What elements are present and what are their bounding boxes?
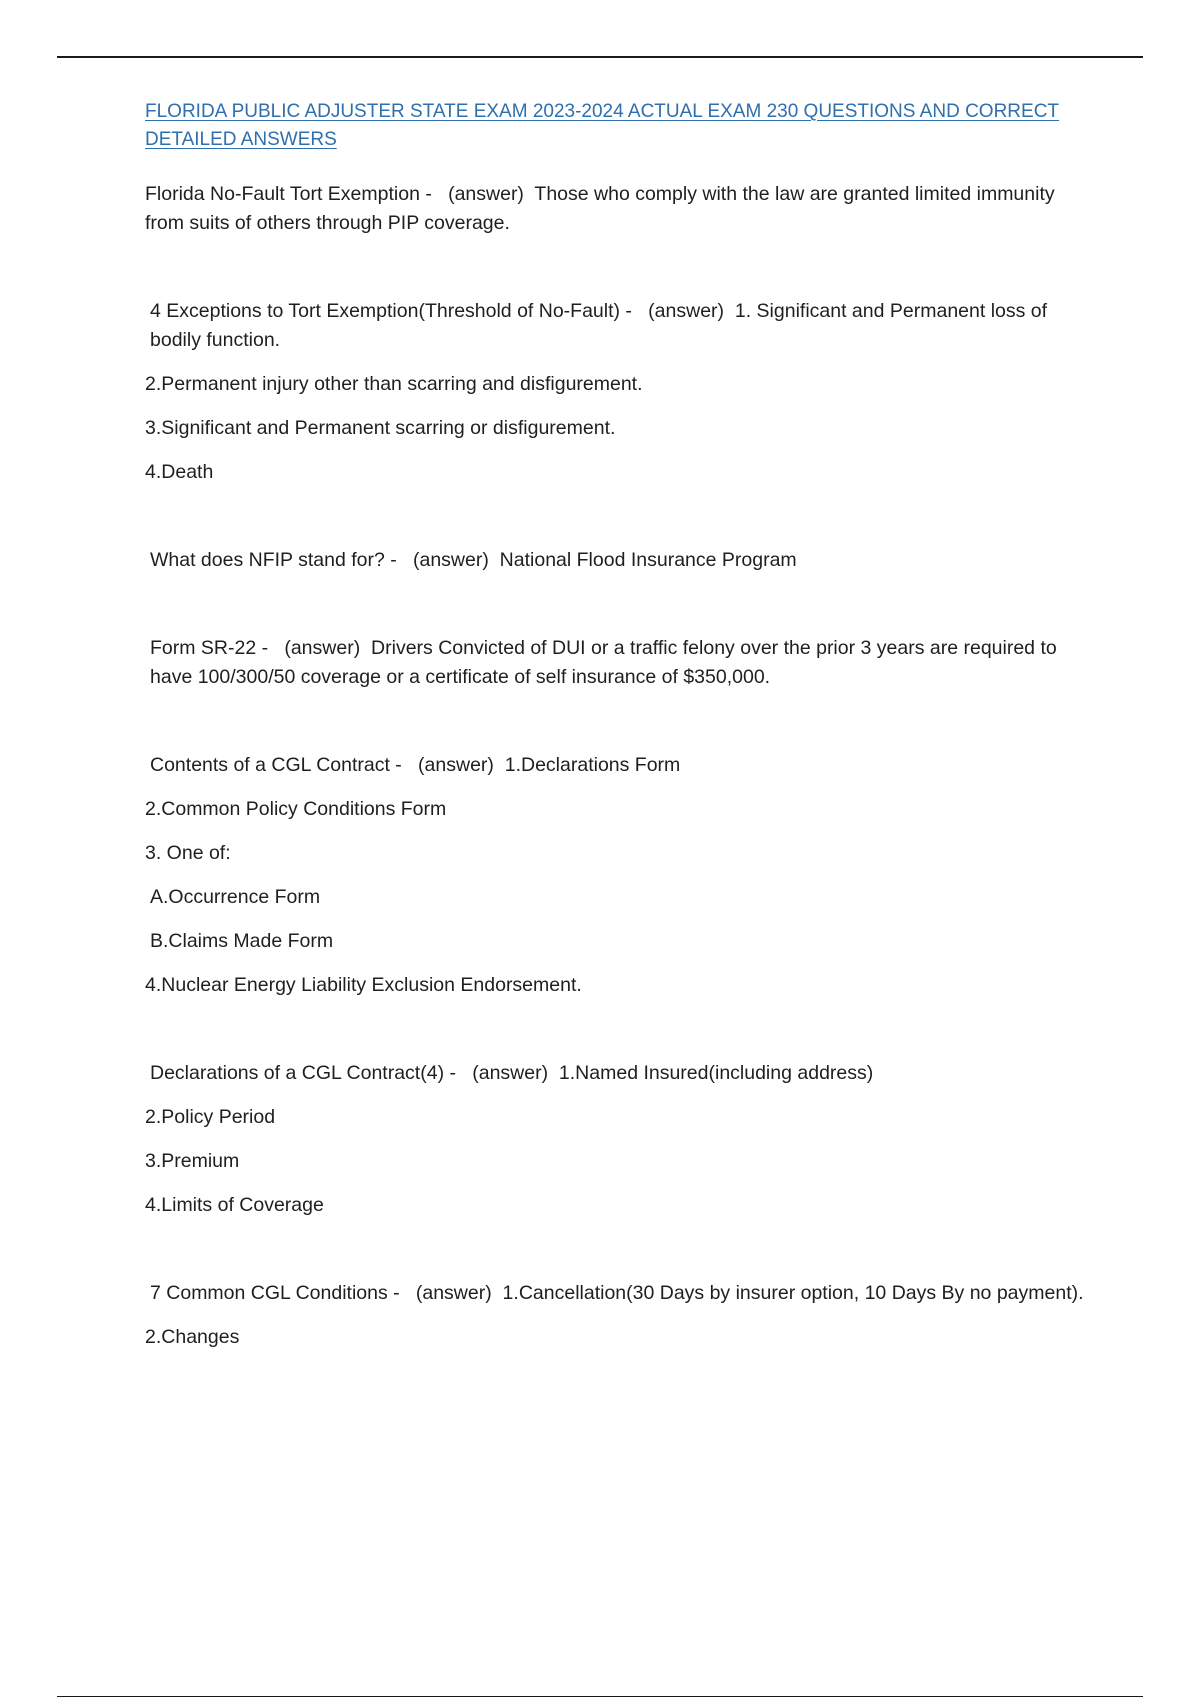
list-item: 4.Nuclear Energy Liability Exclusion Endorsement. [145, 974, 582, 996]
list-item: 4.Limits of Coverage [145, 1194, 324, 1216]
bottom-rule [57, 1696, 1143, 1697]
top-rule [57, 56, 1143, 58]
qa-cgl-contents: Contents of a CGL Contract - (answer) 1.Declarations Form [150, 754, 681, 776]
list-item: 3. One of: [145, 842, 231, 864]
list-item: 2.Common Policy Conditions Form [145, 798, 447, 820]
list-item: 3.Premium [145, 1150, 240, 1172]
document-title-link[interactable]: FLORIDA PUBLIC ADJUSTER STATE EXAM 2023-2024 ACTUAL EXAM 230 QUESTIONS AND CORRECT DETAILED ANSWERS [145, 101, 1060, 150]
qa-form-sr22: Form SR-22 - (answer) Drivers Convicted of DUI or a traffic felony over the prior 3 years are required to have 100/300/50 coverage or a certificate of self insurance of $350,000. [150, 637, 1063, 688]
qa-no-fault-tort-exemption: Florida No-Fault Tort Exemption - (answer) Those who comply with the law are granted limited immunity from suits of others through PIP coverage. [145, 183, 1061, 234]
qa-nfip: What does NFIP stand for? - (answer) National Flood Insurance Program [150, 549, 797, 571]
list-item: 4.Death [145, 461, 214, 483]
list-item: 2.Policy Period [145, 1106, 276, 1128]
list-item: B.Claims Made Form [150, 930, 334, 952]
qa-cgl-declarations: Declarations of a CGL Contract(4) - (answer) 1.Named Insured(including address) [150, 1062, 874, 1084]
list-item: 3.Significant and Permanent scarring or disfigurement. [145, 417, 616, 439]
qa-tort-exemption-exceptions: 4 Exceptions to Tort Exemption(Threshold of No-Fault) - (answer) 1. Significant and Permanent loss of bodily function. [150, 300, 1053, 351]
list-item: 2.Permanent injury other than scarring and disfigurement. [145, 373, 643, 395]
list-item: A.Occurrence Form [150, 886, 321, 908]
document-body [145, 98, 1095, 1352]
qa-cgl-conditions: 7 Common CGL Conditions - (answer) 1.Cancellation(30 Days by insurer option, 10 Days By no payment). [150, 1282, 1084, 1304]
list-item: 2.Changes [145, 1326, 240, 1348]
